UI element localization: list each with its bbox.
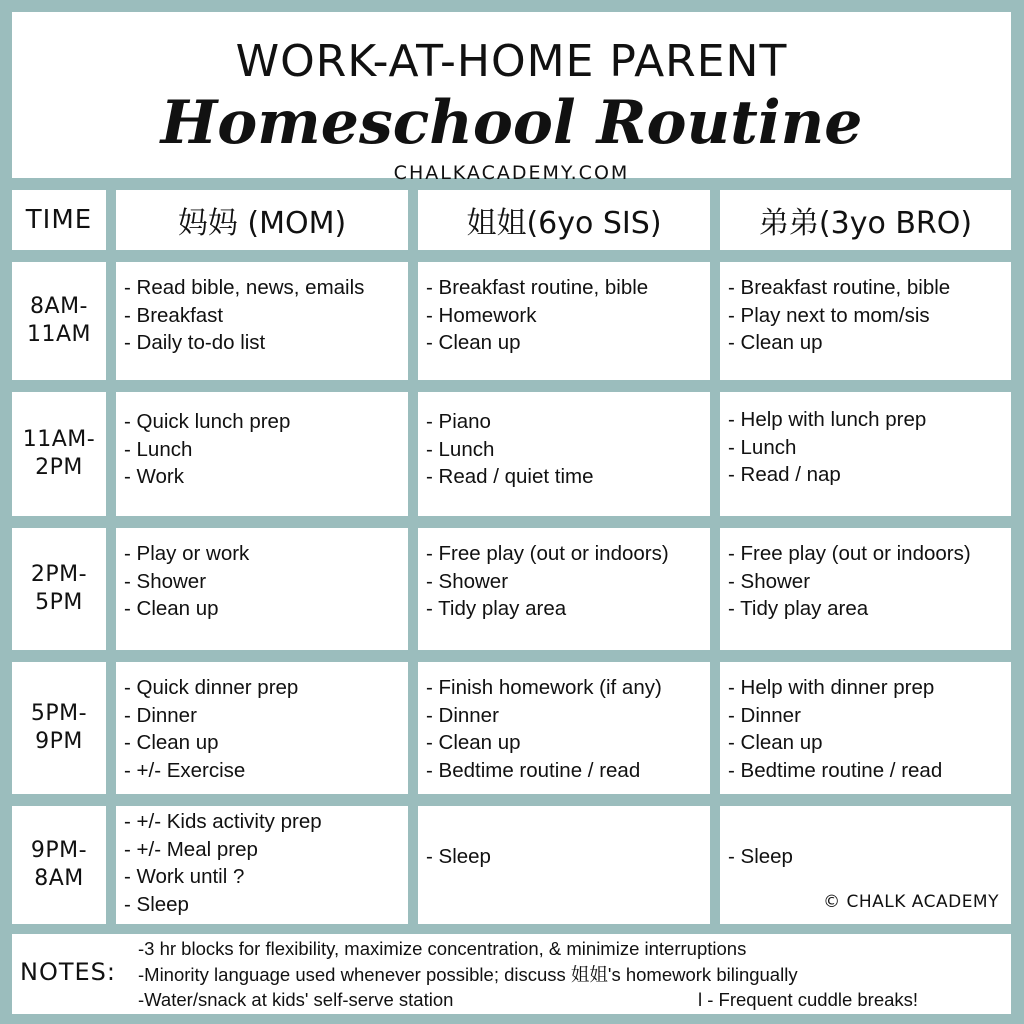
- task-item: - Clean up: [426, 331, 521, 354]
- task-item: - Dinner: [426, 703, 499, 727]
- task-item: - +/- Meal prep: [124, 837, 258, 861]
- task-item: - Bedtime routine / read: [728, 758, 943, 782]
- time-end: 11AM: [26, 322, 92, 347]
- task-item: - +/- Exercise: [124, 758, 246, 782]
- time-slot: [12, 528, 106, 650]
- task-item: - Lunch: [426, 437, 495, 461]
- site-url: CHALKACADEMY.COM: [393, 162, 630, 184]
- task-item: - Sleep: [728, 845, 793, 869]
- task-item: - Play next to mom/sis: [728, 303, 930, 327]
- time-end: 8AM: [34, 866, 84, 891]
- task-item: - Homework: [426, 303, 537, 327]
- task-item: - Free play (out or indoors): [426, 542, 669, 565]
- time-start: 9PM-: [30, 838, 88, 863]
- task-item: - Shower: [124, 569, 207, 593]
- task-item: - Tidy play area: [728, 597, 869, 620]
- task-item: - Quick lunch prep: [124, 410, 291, 433]
- task-item: - Finish homework (if any): [426, 676, 662, 699]
- task-item: - Bedtime routine / read: [426, 758, 641, 782]
- task-item: - Clean up: [426, 731, 521, 754]
- task-item: - Breakfast routine, bible: [426, 276, 649, 299]
- sis-cell: [418, 806, 710, 924]
- task-item: - Read bible, news, emails: [124, 276, 365, 299]
- time-start: 5PM-: [30, 701, 88, 726]
- task-item: - Sleep: [426, 845, 491, 869]
- sis-cell: [418, 262, 710, 380]
- task-item: - Read / nap: [728, 463, 841, 486]
- task-item: - Read / quiet time: [426, 465, 594, 488]
- col-header-bro: 弟弟(3yo BRO): [720, 190, 1011, 250]
- mom-cell: [116, 528, 408, 650]
- bro-cell: [720, 262, 1011, 380]
- mom-cell: [116, 392, 408, 516]
- task-item: - Shower: [426, 569, 509, 593]
- mom-cell: [116, 662, 408, 794]
- note-line: -Water/snack at kids' self-serve station: [138, 989, 454, 1010]
- task-item: - Quick dinner prep: [124, 676, 299, 699]
- time-slot: [12, 662, 106, 794]
- task-item: - Tidy play area: [426, 597, 567, 620]
- task-item: - Free play (out or indoors): [728, 542, 971, 565]
- time-start: 2PM-: [30, 562, 88, 587]
- header-subtitle: WORK-AT-HOME PARENT: [235, 36, 788, 87]
- note-extra: l - Frequent cuddle breaks!: [698, 989, 919, 1010]
- bro-cell: [720, 528, 1011, 650]
- bro-cell: [720, 392, 1011, 516]
- time-start: 8AM-: [30, 294, 88, 319]
- task-item: - Clean up: [728, 331, 823, 354]
- task-item: - Clean up: [124, 597, 219, 620]
- task-item: - Dinner: [124, 703, 197, 727]
- time-slot: [12, 262, 106, 380]
- mom-cell: [116, 262, 408, 380]
- notes-panel: [12, 934, 1011, 1014]
- note-line: -Minority language used whenever possible; discuss 姐姐's homework bilingually: [138, 963, 798, 985]
- task-item: - Lunch: [728, 435, 797, 459]
- task-item: - Lunch: [124, 437, 193, 461]
- task-item: - Help with dinner prep: [728, 676, 935, 699]
- mom-cell: [116, 806, 408, 924]
- col-header-mom: 妈妈 (MOM): [116, 190, 408, 250]
- task-item: - Breakfast: [124, 303, 224, 327]
- col-header-sis: 姐姐(6yo SIS): [418, 190, 710, 250]
- time-end: 2PM: [35, 455, 83, 480]
- notes-label: NOTES:: [20, 958, 116, 986]
- time-slot: [12, 392, 106, 516]
- header-banner: [12, 12, 1011, 184]
- copyright-notice: © CHALK ACADEMY: [823, 891, 999, 912]
- page-title: Homeschool Routine: [160, 88, 863, 158]
- sis-cell: [418, 662, 710, 794]
- notes-list: [138, 936, 919, 1013]
- time-slot: [12, 806, 106, 924]
- task-item: - Work: [124, 465, 184, 488]
- task-item: - Piano: [426, 410, 491, 433]
- time-end: 5PM: [35, 590, 83, 615]
- task-item: - +/- Kids activity prep: [124, 810, 322, 833]
- sis-cell: [418, 392, 710, 516]
- note-line-row: [138, 987, 919, 1013]
- time-start: 11AM-: [22, 427, 96, 452]
- task-item: - Dinner: [728, 703, 801, 727]
- time-end: 9PM: [35, 729, 83, 754]
- task-item: - Help with lunch prep: [728, 408, 927, 431]
- task-item: - Sleep: [124, 892, 189, 916]
- task-item: - Shower: [728, 569, 811, 593]
- note-line: -3 hr blocks for flexibility, maximize concentration, & minimize interruptions: [138, 938, 747, 959]
- sis-cell: [418, 528, 710, 650]
- task-item: - Work until ?: [124, 865, 245, 888]
- task-item: - Clean up: [728, 731, 823, 754]
- bro-cell: [720, 806, 1011, 924]
- task-item: - Play or work: [124, 542, 250, 565]
- task-item: - Daily to-do list: [124, 331, 266, 354]
- task-item: - Breakfast routine, bible: [728, 276, 951, 299]
- col-header-time: TIME: [12, 190, 106, 250]
- bro-cell: [720, 662, 1011, 794]
- task-item: - Clean up: [124, 731, 219, 754]
